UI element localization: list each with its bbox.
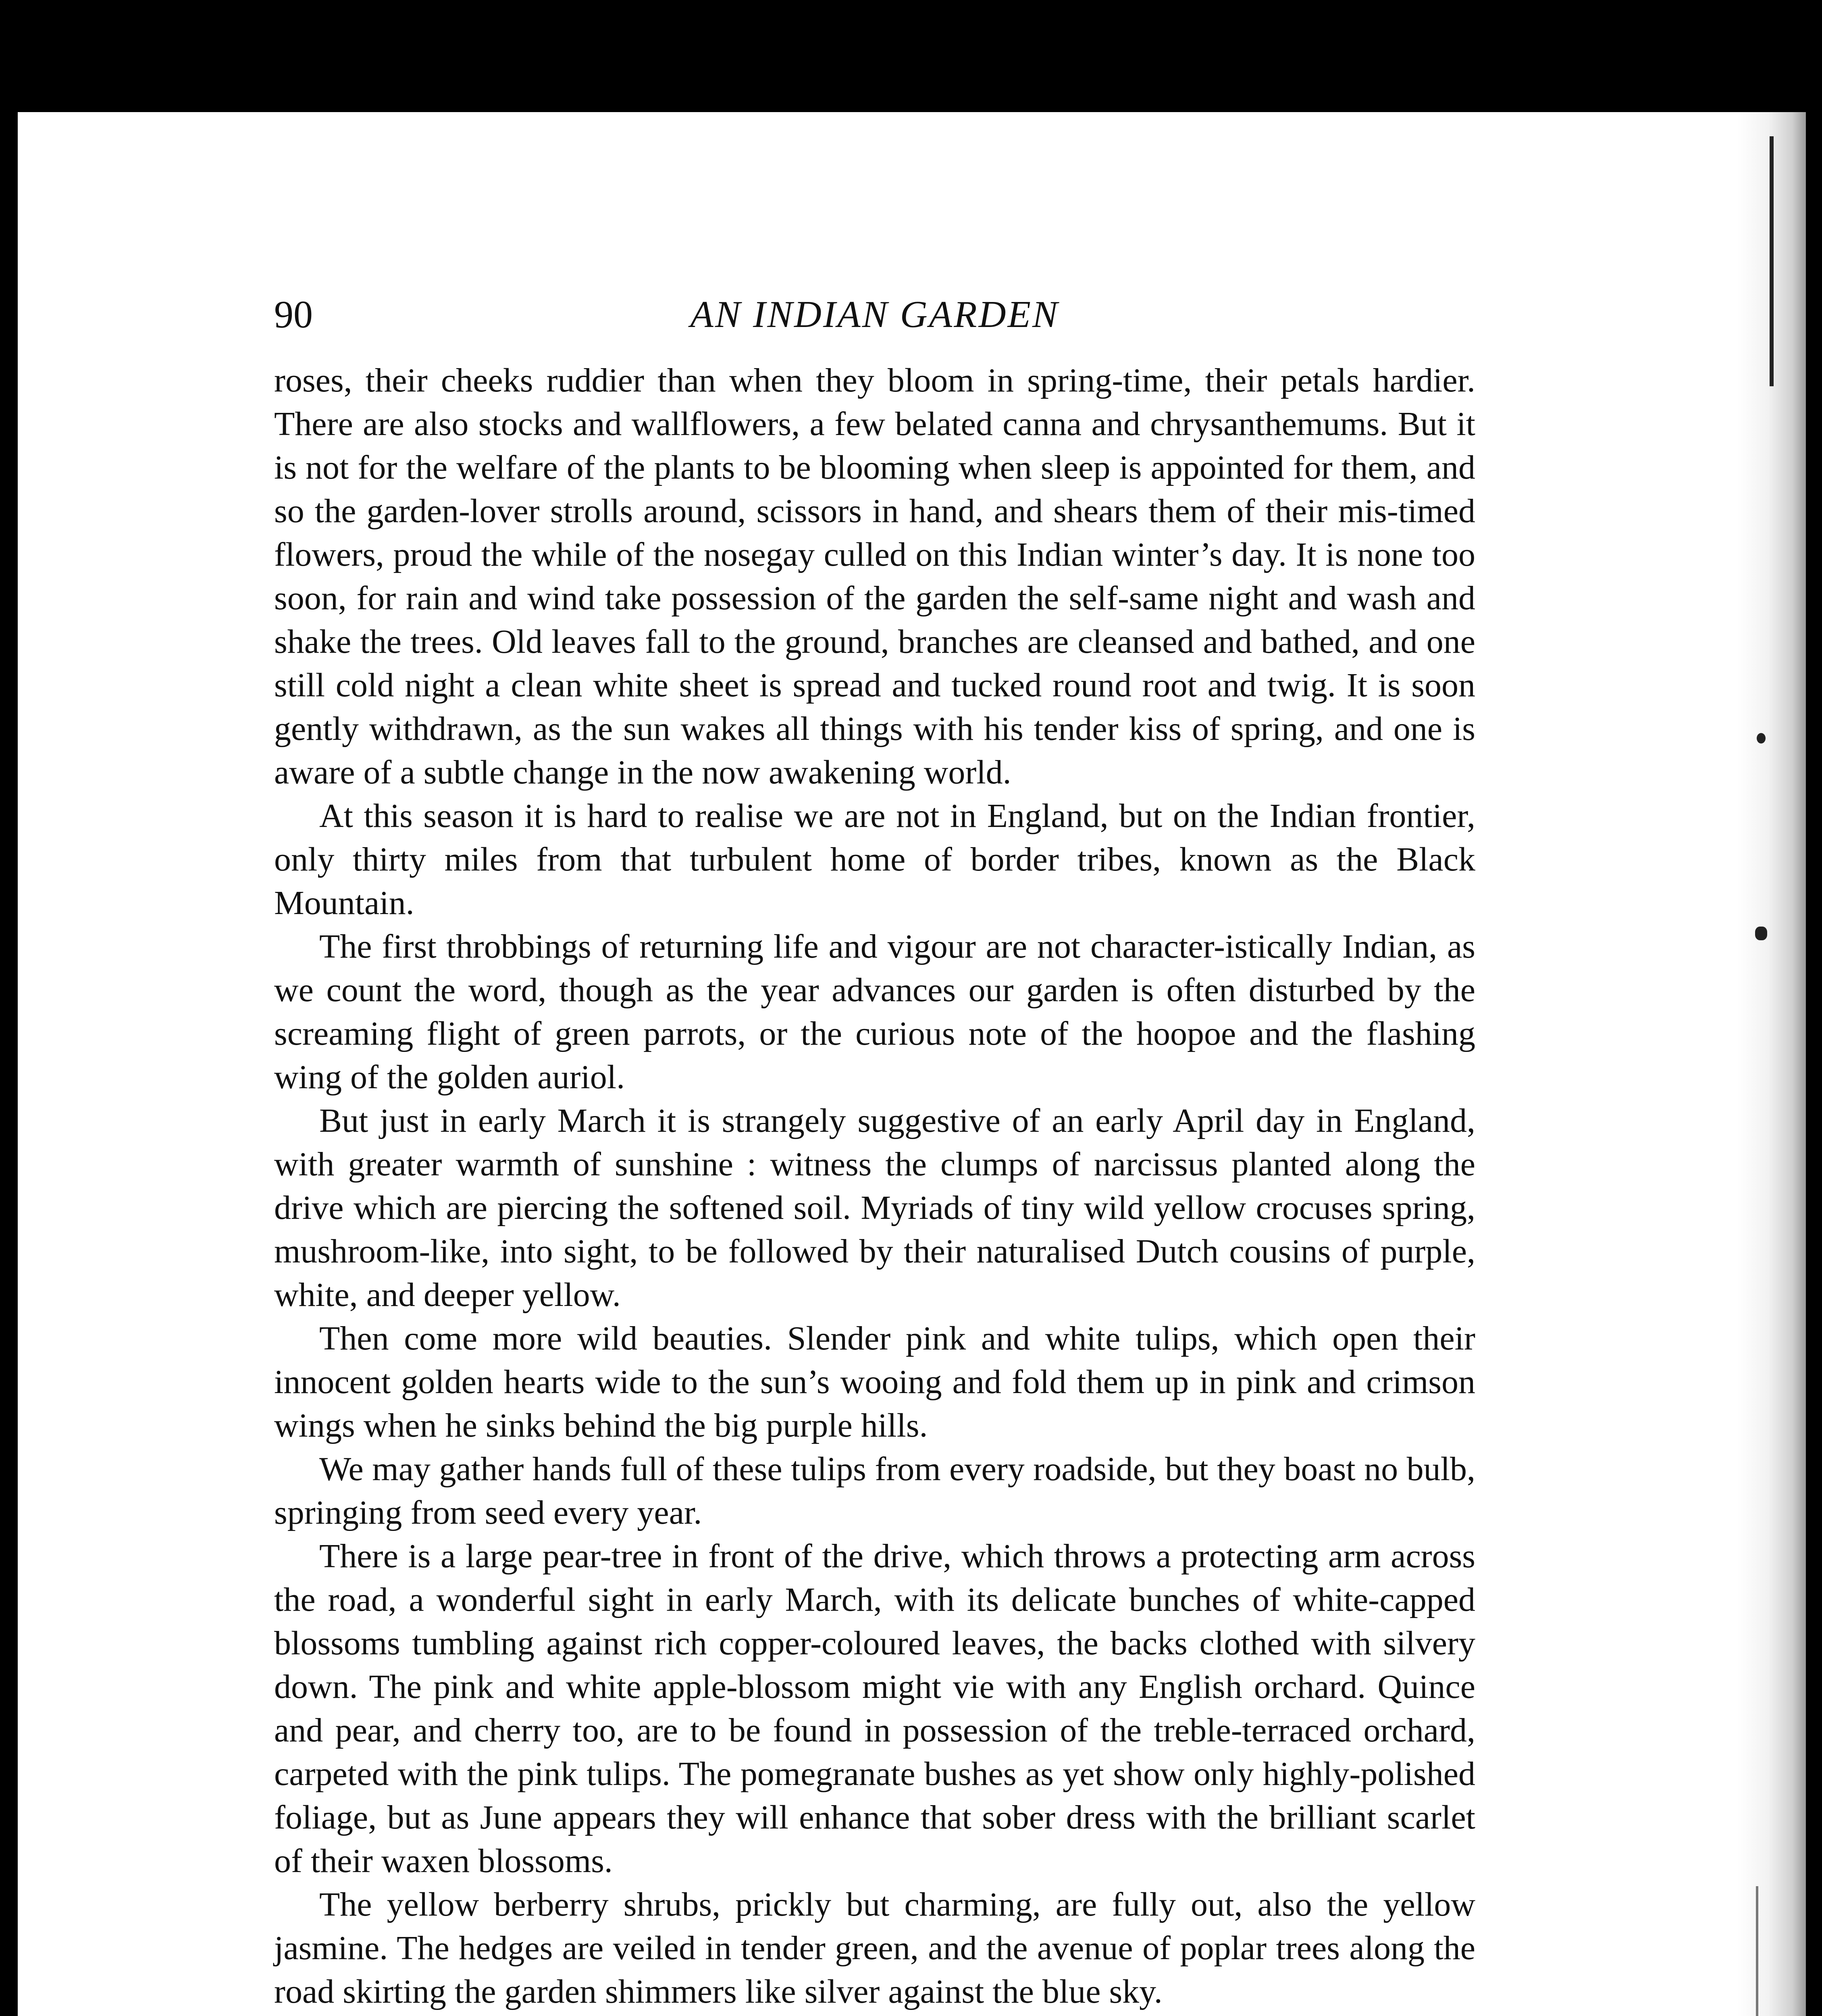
paragraph: But just in early March it is strangely suggestive of an early April day in England, with greater warmth of sunshine : witness the clumps of narcissus planted along the drive which are piercing the softened soil. Myriads of tiny wild yellow crocuses spring, mushroom-like, into sight, to be followed by their naturalised Dutch cousins of purple, white, and deeper yellow. (274, 1102, 1475, 1314)
paragraph: There is a large pear-tree in front of the drive, which throws a protecting arm across the road, a wonderful sight in early March, with its delicate bunches of white-capped blossoms tumbling against rich copper-coloured leaves, the backs clothed with silvery down. The pink and white apple-blossom might vie with any English orchard. Quince and pear, and cherry too, are to be found in possession of the treble-terraced orchard, carpeted with the pink tulips. The pomegranate bushes as yet show only highly-polished foliage, but as June appears they will enhance that sober dress with the brilliant scarlet of their waxen blossoms. (274, 1537, 1475, 1880)
spine-mark (1770, 136, 1774, 386)
spine-mark (1755, 927, 1767, 940)
paragraph: roses, their cheeks ruddier than when they bloom in spring-time, their petals hardier. There are also stocks and wallflowers, a few belated canna and chrysanthemums. But it is not for the welfare of the plants to be blooming when sleep is appointed for them, and so the garden-lover strolls around, scissors in hand, and shears them of their mis-timed flowers, proud the while of the nosegay culled on this Indian winter’s day. It is none too soon, for rain and wind take possession of the garden the self-same night and wash and shake the trees. Old leaves fall to the ground, branches are cleansed and bathed, and one still cold night a clean white sheet is spread and tucked round root and twig. It is soon gently withdrawn, as the sun wakes all things with his tender kiss of spring, and one is aware of a subtle change in the now awakening world. (274, 362, 1475, 791)
running-head (274, 290, 1475, 339)
running-title: AN INDIAN GARDEN (690, 294, 1059, 335)
paragraph: The first throbbings of returning life and vigour are not character-istically Indian, as we count the word, though as the year advances our garden is often disturbed by the screaming flight of green parrots, or the curious note of the hoopoe and the flashing wing of the golden auriol. (274, 928, 1475, 1096)
paragraph: At this season it is hard to realise we are not in England, but on the Indian frontier, only thirty miles from that turbulent home of border tribes, known as the Black Mountain. (274, 797, 1475, 922)
paragraph: We may gather hands full of these tulips from every roadside, but they boast no bulb, springing from seed every year. (274, 1450, 1475, 1531)
paragraph: Then come more wild beauties. Slender pink and white tulips, which open their innocent golden hearts wide to the sun’s wooing and fold them up in pink and crimson wings when he sinks behind the big purple hills. (274, 1320, 1475, 1444)
paragraph: The yellow berberry shrubs, prickly but charming, are fully out, also the yellow jasmine. The hedges are veiled in tender green, and the avenue of poplar trees along the road skirting the garden shimmers like silver against the blue sky. (274, 1886, 1475, 2010)
spine-mark (1757, 733, 1766, 744)
spine-mark (1756, 1886, 1758, 2016)
body-text (274, 359, 1475, 2014)
page-number: 90 (274, 293, 313, 336)
spine-shadow (1737, 112, 1806, 2016)
